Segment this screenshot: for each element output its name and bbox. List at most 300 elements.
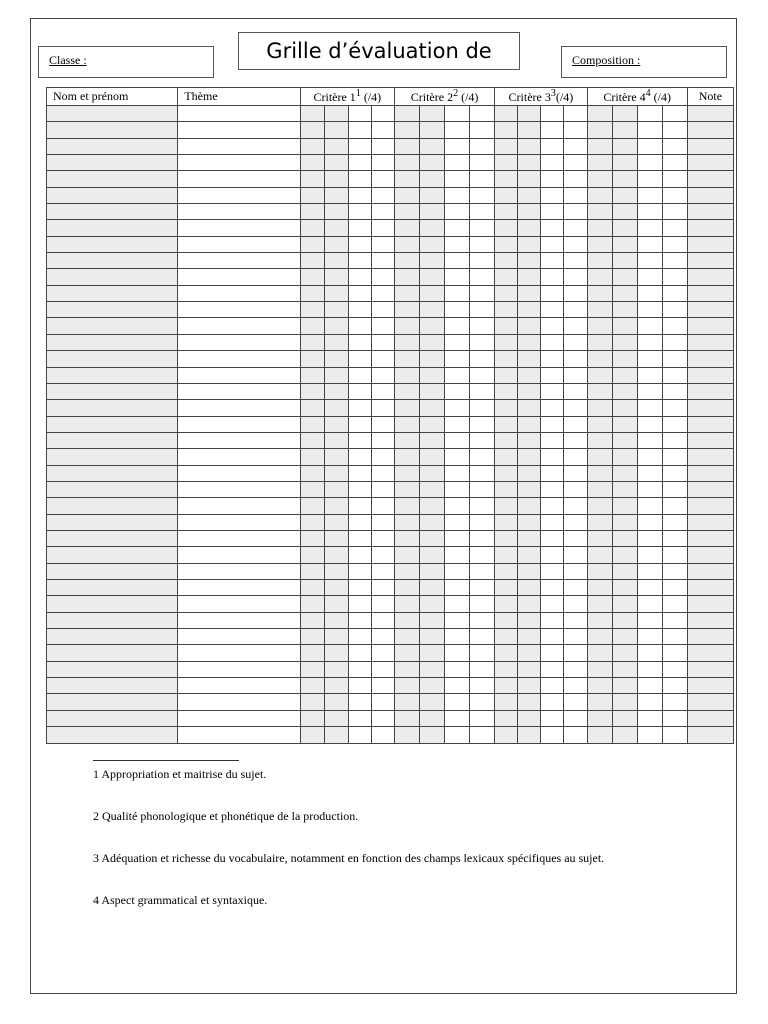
cell-nom[interactable] <box>47 661 178 677</box>
cell-score[interactable] <box>445 106 470 122</box>
cell-score[interactable] <box>564 334 587 350</box>
cell-score[interactable] <box>564 432 587 448</box>
cell-score[interactable] <box>324 661 348 677</box>
cell-score[interactable] <box>495 465 518 481</box>
cell-nom[interactable] <box>47 465 178 481</box>
cell-theme[interactable] <box>178 661 300 677</box>
cell-score[interactable] <box>348 351 371 367</box>
cell-score[interactable] <box>394 432 419 448</box>
cell-nom[interactable] <box>47 236 178 252</box>
cell-score[interactable] <box>300 710 324 726</box>
cell-score[interactable] <box>662 269 687 285</box>
cell-note[interactable] <box>687 432 733 448</box>
cell-score[interactable] <box>518 481 541 497</box>
cell-score[interactable] <box>518 465 541 481</box>
cell-score[interactable] <box>637 253 662 269</box>
cell-score[interactable] <box>348 171 371 187</box>
cell-note[interactable] <box>687 302 733 318</box>
cell-score[interactable] <box>371 351 394 367</box>
cell-score[interactable] <box>587 694 612 710</box>
cell-score[interactable] <box>445 253 470 269</box>
cell-score[interactable] <box>394 302 419 318</box>
cell-score[interactable] <box>371 269 394 285</box>
cell-score[interactable] <box>324 106 348 122</box>
cell-score[interactable] <box>470 351 495 367</box>
cell-score[interactable] <box>587 106 612 122</box>
cell-score[interactable] <box>587 155 612 171</box>
cell-note[interactable] <box>687 187 733 203</box>
cell-score[interactable] <box>587 629 612 645</box>
cell-score[interactable] <box>324 629 348 645</box>
cell-nom[interactable] <box>47 629 178 645</box>
cell-score[interactable] <box>662 481 687 497</box>
cell-nom[interactable] <box>47 596 178 612</box>
cell-score[interactable] <box>420 727 445 744</box>
cell-note[interactable] <box>687 710 733 726</box>
cell-score[interactable] <box>541 579 564 595</box>
cell-score[interactable] <box>420 596 445 612</box>
cell-score[interactable] <box>394 612 419 628</box>
cell-score[interactable] <box>394 253 419 269</box>
cell-score[interactable] <box>564 204 587 220</box>
cell-note[interactable] <box>687 253 733 269</box>
cell-score[interactable] <box>587 285 612 301</box>
cell-score[interactable] <box>394 171 419 187</box>
cell-score[interactable] <box>637 220 662 236</box>
cell-nom[interactable] <box>47 302 178 318</box>
cell-score[interactable] <box>612 710 637 726</box>
cell-score[interactable] <box>300 171 324 187</box>
cell-score[interactable] <box>541 678 564 694</box>
cell-score[interactable] <box>300 204 324 220</box>
cell-score[interactable] <box>612 400 637 416</box>
cell-score[interactable] <box>371 302 394 318</box>
cell-score[interactable] <box>564 122 587 138</box>
cell-score[interactable] <box>662 351 687 367</box>
cell-score[interactable] <box>518 302 541 318</box>
cell-score[interactable] <box>324 645 348 661</box>
cell-score[interactable] <box>324 334 348 350</box>
cell-score[interactable] <box>587 204 612 220</box>
cell-score[interactable] <box>662 710 687 726</box>
cell-score[interactable] <box>495 351 518 367</box>
cell-score[interactable] <box>470 220 495 236</box>
cell-theme[interactable] <box>178 220 300 236</box>
cell-score[interactable] <box>612 449 637 465</box>
cell-score[interactable] <box>662 645 687 661</box>
cell-score[interactable] <box>637 629 662 645</box>
cell-theme[interactable] <box>178 204 300 220</box>
cell-score[interactable] <box>637 269 662 285</box>
cell-score[interactable] <box>564 236 587 252</box>
cell-score[interactable] <box>300 367 324 383</box>
cell-score[interactable] <box>495 367 518 383</box>
cell-score[interactable] <box>637 596 662 612</box>
cell-score[interactable] <box>637 285 662 301</box>
cell-score[interactable] <box>637 481 662 497</box>
cell-score[interactable] <box>394 400 419 416</box>
cell-score[interactable] <box>612 269 637 285</box>
cell-score[interactable] <box>420 122 445 138</box>
cell-score[interactable] <box>420 530 445 546</box>
cell-score[interactable] <box>541 432 564 448</box>
cell-score[interactable] <box>348 236 371 252</box>
cell-note[interactable] <box>687 563 733 579</box>
cell-score[interactable] <box>348 596 371 612</box>
cell-score[interactable] <box>371 220 394 236</box>
cell-score[interactable] <box>371 138 394 154</box>
cell-score[interactable] <box>348 269 371 285</box>
cell-theme[interactable] <box>178 171 300 187</box>
cell-score[interactable] <box>564 678 587 694</box>
cell-score[interactable] <box>300 465 324 481</box>
cell-score[interactable] <box>495 596 518 612</box>
cell-score[interactable] <box>394 530 419 546</box>
cell-score[interactable] <box>420 432 445 448</box>
cell-score[interactable] <box>324 236 348 252</box>
cell-score[interactable] <box>587 432 612 448</box>
cell-score[interactable] <box>587 318 612 334</box>
cell-nom[interactable] <box>47 285 178 301</box>
cell-score[interactable] <box>518 318 541 334</box>
cell-score[interactable] <box>300 269 324 285</box>
cell-theme[interactable] <box>178 285 300 301</box>
cell-score[interactable] <box>495 171 518 187</box>
cell-score[interactable] <box>470 530 495 546</box>
cell-score[interactable] <box>324 269 348 285</box>
cell-score[interactable] <box>564 383 587 399</box>
cell-score[interactable] <box>612 432 637 448</box>
cell-score[interactable] <box>324 285 348 301</box>
cell-score[interactable] <box>348 204 371 220</box>
cell-score[interactable] <box>518 400 541 416</box>
cell-score[interactable] <box>470 678 495 694</box>
cell-score[interactable] <box>495 579 518 595</box>
cell-nom[interactable] <box>47 138 178 154</box>
cell-score[interactable] <box>445 302 470 318</box>
cell-score[interactable] <box>394 465 419 481</box>
cell-score[interactable] <box>470 547 495 563</box>
cell-score[interactable] <box>662 400 687 416</box>
cell-score[interactable] <box>348 547 371 563</box>
cell-nom[interactable] <box>47 367 178 383</box>
cell-score[interactable] <box>371 204 394 220</box>
cell-score[interactable] <box>300 694 324 710</box>
cell-score[interactable] <box>348 122 371 138</box>
cell-score[interactable] <box>518 596 541 612</box>
cell-score[interactable] <box>495 645 518 661</box>
cell-score[interactable] <box>495 106 518 122</box>
cell-score[interactable] <box>394 678 419 694</box>
cell-score[interactable] <box>420 318 445 334</box>
cell-score[interactable] <box>420 514 445 530</box>
cell-score[interactable] <box>541 727 564 744</box>
cell-score[interactable] <box>371 596 394 612</box>
cell-note[interactable] <box>687 155 733 171</box>
cell-score[interactable] <box>445 122 470 138</box>
cell-score[interactable] <box>324 530 348 546</box>
cell-score[interactable] <box>348 432 371 448</box>
cell-score[interactable] <box>587 400 612 416</box>
cell-nom[interactable] <box>47 449 178 465</box>
cell-nom[interactable] <box>47 400 178 416</box>
cell-score[interactable] <box>420 416 445 432</box>
cell-score[interactable] <box>637 498 662 514</box>
cell-score[interactable] <box>470 465 495 481</box>
cell-score[interactable] <box>495 432 518 448</box>
cell-score[interactable] <box>637 645 662 661</box>
cell-nom[interactable] <box>47 171 178 187</box>
cell-score[interactable] <box>564 596 587 612</box>
cell-score[interactable] <box>300 351 324 367</box>
cell-score[interactable] <box>637 547 662 563</box>
cell-score[interactable] <box>420 187 445 203</box>
cell-score[interactable] <box>445 204 470 220</box>
cell-score[interactable] <box>637 465 662 481</box>
cell-score[interactable] <box>662 694 687 710</box>
cell-score[interactable] <box>564 530 587 546</box>
cell-score[interactable] <box>300 563 324 579</box>
cell-score[interactable] <box>348 645 371 661</box>
cell-score[interactable] <box>662 253 687 269</box>
cell-score[interactable] <box>495 629 518 645</box>
cell-score[interactable] <box>541 204 564 220</box>
cell-score[interactable] <box>541 318 564 334</box>
cell-score[interactable] <box>518 514 541 530</box>
cell-score[interactable] <box>662 498 687 514</box>
cell-score[interactable] <box>324 710 348 726</box>
cell-score[interactable] <box>564 138 587 154</box>
cell-score[interactable] <box>612 285 637 301</box>
cell-score[interactable] <box>587 727 612 744</box>
cell-note[interactable] <box>687 400 733 416</box>
cell-score[interactable] <box>420 253 445 269</box>
cell-score[interactable] <box>420 481 445 497</box>
cell-score[interactable] <box>371 106 394 122</box>
cell-score[interactable] <box>470 367 495 383</box>
cell-score[interactable] <box>470 285 495 301</box>
cell-score[interactable] <box>470 269 495 285</box>
cell-score[interactable] <box>587 269 612 285</box>
cell-score[interactable] <box>612 596 637 612</box>
cell-nom[interactable] <box>47 187 178 203</box>
cell-note[interactable] <box>687 498 733 514</box>
cell-score[interactable] <box>420 678 445 694</box>
cell-score[interactable] <box>564 481 587 497</box>
cell-theme[interactable] <box>178 318 300 334</box>
cell-score[interactable] <box>300 514 324 530</box>
cell-score[interactable] <box>612 138 637 154</box>
cell-score[interactable] <box>445 678 470 694</box>
cell-nom[interactable] <box>47 318 178 334</box>
cell-note[interactable] <box>687 481 733 497</box>
cell-score[interactable] <box>662 122 687 138</box>
cell-score[interactable] <box>348 678 371 694</box>
cell-score[interactable] <box>445 138 470 154</box>
cell-score[interactable] <box>371 563 394 579</box>
cell-note[interactable] <box>687 351 733 367</box>
cell-theme[interactable] <box>178 122 300 138</box>
cell-score[interactable] <box>495 481 518 497</box>
cell-score[interactable] <box>300 187 324 203</box>
cell-score[interactable] <box>637 661 662 677</box>
cell-score[interactable] <box>470 416 495 432</box>
cell-nom[interactable] <box>47 678 178 694</box>
cell-score[interactable] <box>541 530 564 546</box>
cell-score[interactable] <box>495 678 518 694</box>
cell-score[interactable] <box>324 727 348 744</box>
cell-score[interactable] <box>495 547 518 563</box>
cell-score[interactable] <box>348 661 371 677</box>
cell-score[interactable] <box>495 694 518 710</box>
cell-score[interactable] <box>541 661 564 677</box>
cell-score[interactable] <box>541 645 564 661</box>
cell-score[interactable] <box>518 171 541 187</box>
cell-score[interactable] <box>300 122 324 138</box>
cell-score[interactable] <box>371 678 394 694</box>
cell-note[interactable] <box>687 579 733 595</box>
composition-field[interactable] <box>561 46 727 78</box>
cell-score[interactable] <box>612 383 637 399</box>
cell-score[interactable] <box>371 155 394 171</box>
cell-score[interactable] <box>394 498 419 514</box>
cell-score[interactable] <box>324 694 348 710</box>
cell-score[interactable] <box>612 547 637 563</box>
cell-score[interactable] <box>348 514 371 530</box>
cell-score[interactable] <box>564 629 587 645</box>
cell-theme[interactable] <box>178 400 300 416</box>
cell-score[interactable] <box>445 629 470 645</box>
cell-score[interactable] <box>541 220 564 236</box>
cell-score[interactable] <box>324 383 348 399</box>
cell-score[interactable] <box>300 400 324 416</box>
cell-score[interactable] <box>495 220 518 236</box>
cell-score[interactable] <box>420 285 445 301</box>
cell-theme[interactable] <box>178 645 300 661</box>
cell-score[interactable] <box>637 334 662 350</box>
cell-score[interactable] <box>541 629 564 645</box>
cell-score[interactable] <box>470 253 495 269</box>
cell-score[interactable] <box>371 530 394 546</box>
cell-score[interactable] <box>371 481 394 497</box>
cell-score[interactable] <box>495 269 518 285</box>
cell-note[interactable] <box>687 383 733 399</box>
cell-score[interactable] <box>371 694 394 710</box>
cell-score[interactable] <box>541 710 564 726</box>
cell-score[interactable] <box>348 694 371 710</box>
cell-score[interactable] <box>587 563 612 579</box>
cell-score[interactable] <box>637 678 662 694</box>
cell-score[interactable] <box>470 122 495 138</box>
cell-score[interactable] <box>612 481 637 497</box>
cell-score[interactable] <box>564 710 587 726</box>
cell-score[interactable] <box>518 579 541 595</box>
cell-score[interactable] <box>470 187 495 203</box>
cell-score[interactable] <box>348 530 371 546</box>
cell-score[interactable] <box>420 367 445 383</box>
cell-score[interactable] <box>495 498 518 514</box>
cell-score[interactable] <box>564 285 587 301</box>
cell-score[interactable] <box>470 727 495 744</box>
cell-score[interactable] <box>300 727 324 744</box>
cell-note[interactable] <box>687 285 733 301</box>
cell-score[interactable] <box>470 645 495 661</box>
cell-nom[interactable] <box>47 383 178 399</box>
cell-score[interactable] <box>348 416 371 432</box>
cell-score[interactable] <box>324 579 348 595</box>
cell-score[interactable] <box>420 302 445 318</box>
cell-score[interactable] <box>371 498 394 514</box>
cell-score[interactable] <box>518 253 541 269</box>
cell-score[interactable] <box>300 498 324 514</box>
cell-score[interactable] <box>541 514 564 530</box>
cell-score[interactable] <box>394 351 419 367</box>
cell-score[interactable] <box>662 138 687 154</box>
cell-score[interactable] <box>564 449 587 465</box>
cell-score[interactable] <box>420 563 445 579</box>
cell-score[interactable] <box>394 481 419 497</box>
cell-note[interactable] <box>687 678 733 694</box>
cell-theme[interactable] <box>178 367 300 383</box>
cell-score[interactable] <box>420 694 445 710</box>
cell-theme[interactable] <box>178 612 300 628</box>
cell-score[interactable] <box>394 122 419 138</box>
cell-score[interactable] <box>394 220 419 236</box>
cell-score[interactable] <box>300 416 324 432</box>
cell-score[interactable] <box>470 302 495 318</box>
cell-score[interactable] <box>420 612 445 628</box>
cell-score[interactable] <box>348 253 371 269</box>
cell-score[interactable] <box>518 678 541 694</box>
cell-score[interactable] <box>470 432 495 448</box>
cell-score[interactable] <box>612 514 637 530</box>
cell-score[interactable] <box>445 645 470 661</box>
cell-score[interactable] <box>587 547 612 563</box>
cell-score[interactable] <box>324 122 348 138</box>
cell-score[interactable] <box>637 171 662 187</box>
cell-score[interactable] <box>324 612 348 628</box>
cell-score[interactable] <box>518 106 541 122</box>
cell-score[interactable] <box>300 236 324 252</box>
cell-score[interactable] <box>662 302 687 318</box>
cell-score[interactable] <box>371 122 394 138</box>
cell-score[interactable] <box>541 498 564 514</box>
cell-score[interactable] <box>564 367 587 383</box>
cell-score[interactable] <box>564 302 587 318</box>
cell-score[interactable] <box>518 351 541 367</box>
cell-score[interactable] <box>348 727 371 744</box>
cell-score[interactable] <box>662 547 687 563</box>
cell-score[interactable] <box>587 449 612 465</box>
cell-score[interactable] <box>587 334 612 350</box>
cell-nom[interactable] <box>47 269 178 285</box>
cell-score[interactable] <box>612 563 637 579</box>
cell-score[interactable] <box>637 563 662 579</box>
cell-nom[interactable] <box>47 514 178 530</box>
cell-score[interactable] <box>445 236 470 252</box>
cell-score[interactable] <box>612 187 637 203</box>
cell-theme[interactable] <box>178 694 300 710</box>
cell-score[interactable] <box>587 498 612 514</box>
cell-score[interactable] <box>348 579 371 595</box>
cell-score[interactable] <box>495 563 518 579</box>
cell-score[interactable] <box>564 269 587 285</box>
cell-score[interactable] <box>637 318 662 334</box>
cell-theme[interactable] <box>178 498 300 514</box>
cell-note[interactable] <box>687 514 733 530</box>
cell-score[interactable] <box>420 351 445 367</box>
cell-score[interactable] <box>420 334 445 350</box>
